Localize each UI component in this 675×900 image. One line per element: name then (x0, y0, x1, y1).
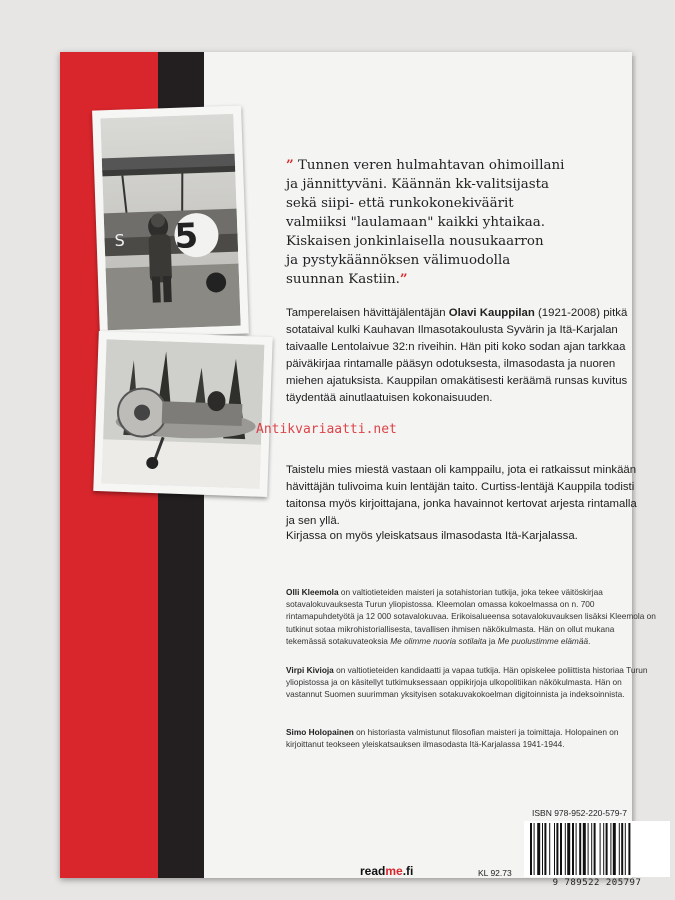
author-bio-holopainen (286, 726, 656, 750)
isbn: ISBN 978-952-220-579-7 (532, 808, 627, 818)
quote-line: Tunnen veren hulmahtavan ohimoillani (297, 158, 565, 173)
barcode-bar (591, 823, 592, 875)
quote-open-mark: ” (286, 157, 294, 173)
barcode-bar (537, 823, 540, 875)
intro-paragraph (286, 305, 646, 407)
barcode-bar (610, 823, 611, 875)
barcode-bar (588, 823, 589, 875)
quote-line: valmiiksi "laulamaan" kaikki yhtaikaa. (286, 215, 545, 230)
author-text: ja (486, 635, 498, 646)
barcode-bar (572, 823, 574, 875)
barcode-bar (534, 823, 535, 875)
quote-line: sekä siipi- että runkokonekiväärit (286, 196, 514, 211)
author-text: on valtiotieteiden kandidaatti ja vapaa tutkija. Hän opiskelee poliittista historiaa Turun yliopistossa ja on käsitellyt tutkimuksessaan oppikirjoja ulkopolitiikan näkökulmasta. Hän on vastannut Suomen suurimman yksityisen sotakuvakokoelman digitoinnista ja indeksoinnista. (286, 665, 648, 700)
quote-line: Kiskaisen jonkinlaisella nousukaarron (286, 234, 544, 249)
pilot-name: Olavi Kauppilan (448, 307, 535, 319)
barcode-bar (556, 823, 558, 875)
barcode-bar (544, 823, 546, 875)
quote-line: ja jännittyväni. Käännän kk-valitsijasta (286, 177, 549, 192)
quote-line: suunnan Kastiin. (286, 272, 400, 287)
barcode-bar (619, 823, 620, 875)
author-text: on valtiotieteiden maisteri ja sotahistorian tutkija, joka tekee väitöskirjaa sotavalokuvauksesta Turun yliopistossa. Kleemolan omassa kokoelmassa on n. 700 rintamapuhdetyötä ja 12 000 sotavalokuvaa. Erikoisalueensa sotavalokuvauksen lisäksi Kleemola on tutkinut sotaa mikrohistoriallisesta, tavallisen ihmisen näkökulmasta. Hän on ollut mukana tekemässä sotakuvateoksia (286, 587, 656, 646)
author-bio-kivioja (286, 664, 656, 701)
barcode-bar (625, 823, 626, 875)
publisher-accent: me (385, 864, 403, 878)
barcode-bar (576, 823, 577, 875)
watermark: Antikvariaatti.net (256, 422, 397, 437)
barcode-bar (628, 823, 630, 875)
barcode-bar (606, 823, 608, 875)
book-title: Me olimme nuoria sotilaita (390, 635, 487, 646)
barcode-bar (621, 823, 623, 875)
barcode-bar (560, 823, 562, 875)
intro-text: (1921-2008) pitkä sotataival kulki Kauhavan Ilmasotakoulusta Syvärin ja Itä-Karjalan taivaalle Lentolaivue 32:n riveihin. Hän piti koko sodan ajan tarkkaa päiväkirjaa rintamalle pääsyn odotuksesta, ilmasodasta ja nuoren miehen ajatuksista. Kauppilan omakätisesti keräämä runsas kuvitus täydentää ainutlaatuisen kokonaisuuden. (286, 307, 628, 404)
barcode-bar (542, 823, 543, 875)
barcode-bar (600, 823, 601, 875)
author-name: Simo Holopainen (286, 727, 354, 737)
barcode-bar (567, 823, 570, 875)
plane-number: 5 (173, 216, 199, 257)
barcode-bar (613, 823, 616, 875)
publisher-text: .fi (402, 864, 414, 878)
barcode-bar (603, 823, 604, 875)
barcode (524, 821, 670, 877)
author-text: on historiasta valmistunut filosofian maisteri ja toimittaja. Holopainen on kirjoittanut teokseen yleiskatsauksen ilmasodasta Itä-Karjalassa 1941-1944. (286, 727, 619, 750)
author-name: Virpi Kivioja (286, 665, 334, 675)
barcode-bar (530, 823, 532, 875)
paragraph-3: Kirjassa on myös yleiskatsaus ilmasodasta Itä-Karjalassa. (286, 530, 578, 542)
book-back-cover (60, 52, 656, 888)
plane-letter: S (114, 230, 126, 250)
author-text: . (588, 635, 591, 646)
author-name: Olli Kleemola (286, 587, 339, 597)
quote-block (286, 156, 646, 289)
barcode-bar (549, 823, 550, 875)
quote-line: ja pystykäännöksen välimuodolla (286, 253, 511, 268)
barcode-bar (554, 823, 555, 875)
photo-fighter-plane-winter (93, 331, 272, 497)
barcode-bar (594, 823, 596, 875)
quote-close-mark: ” (399, 271, 408, 287)
book-title: Me puolustimme elämää (497, 635, 589, 646)
publisher-logo (360, 864, 413, 878)
publisher-text: read (360, 864, 386, 878)
barcode-digits: 9 789522 205797 (552, 878, 642, 888)
paragraph-2: Taistelu mies miestä vastaan oli kamppailu, jota ei ratkaissut minkään hävittäjän tulivoima kuin lentäjän taito. Curtiss-lentäjä Kauppila todisti taitonsa myös kirjoittajana, jonka havainnot kertovat arjesta rintamalla ja sen yllä. (286, 464, 637, 527)
library-class: KL 92.73 (478, 868, 512, 878)
intro-text: Tamperelaisen hävittäjälentäjän (286, 307, 449, 319)
barcode-bar (565, 823, 566, 875)
barcode-bar (583, 823, 586, 875)
barcode-bar (579, 823, 581, 875)
photo-biplane-pilot (92, 105, 249, 338)
author-bio-kleemola (286, 586, 656, 647)
